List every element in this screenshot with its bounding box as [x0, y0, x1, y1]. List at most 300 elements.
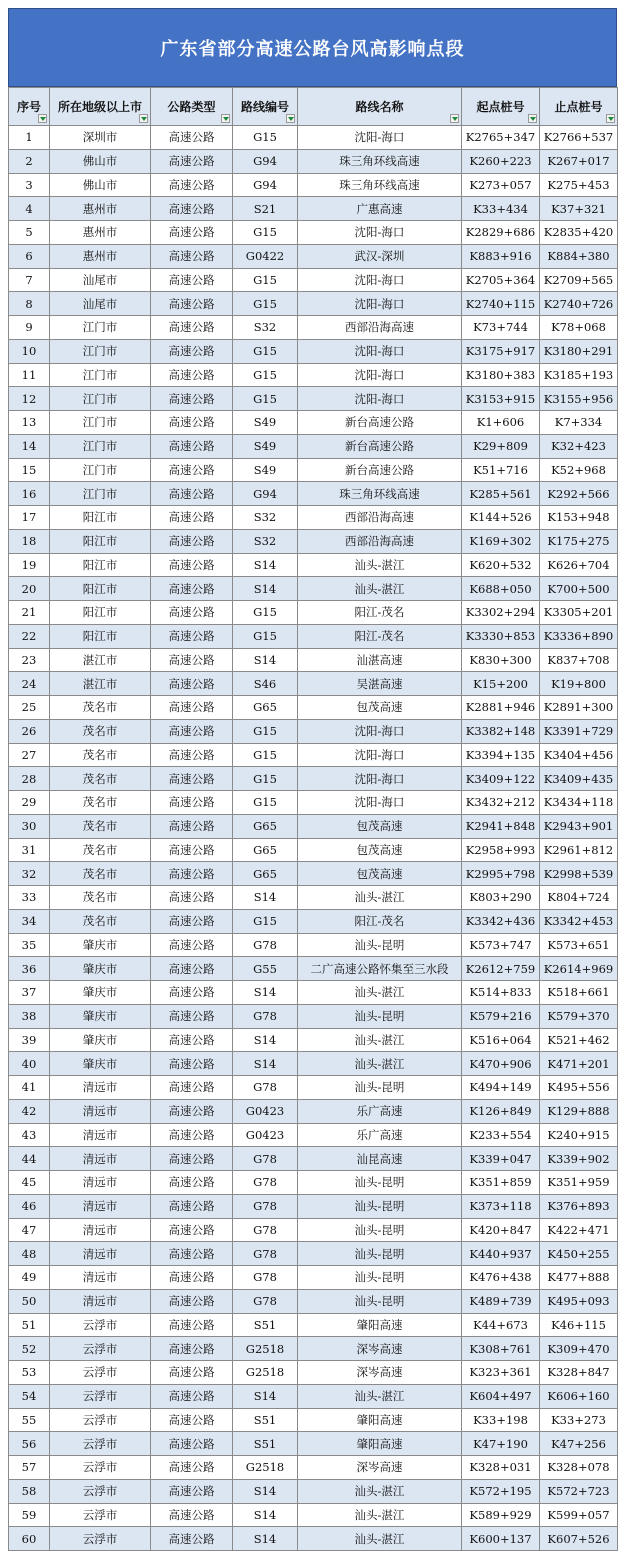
cell-end-stake[interactable]: K376+893: [540, 1194, 618, 1218]
cell-route-code[interactable]: S14: [233, 1028, 298, 1052]
cell-route-name[interactable]: 珠三角环线高速: [298, 482, 462, 506]
cell-city[interactable]: 阳江市: [50, 553, 151, 577]
cell-end-stake[interactable]: K267+017: [540, 149, 618, 173]
cell-route-name[interactable]: 阳江-茂名: [298, 909, 462, 933]
cell-index[interactable]: 40: [9, 1052, 50, 1076]
cell-route-name[interactable]: 汕头-湛江: [298, 553, 462, 577]
filter-dropdown-icon[interactable]: [38, 114, 47, 123]
cell-end-stake[interactable]: K837+708: [540, 648, 618, 672]
cell-city[interactable]: 惠州市: [50, 197, 151, 221]
cell-end-stake[interactable]: K47+256: [540, 1432, 618, 1456]
cell-index[interactable]: 18: [9, 529, 50, 553]
cell-index[interactable]: 42: [9, 1099, 50, 1123]
cell-index[interactable]: 53: [9, 1361, 50, 1385]
cell-index[interactable]: 32: [9, 862, 50, 886]
cell-route-code[interactable]: G15: [233, 909, 298, 933]
cell-end-stake[interactable]: K2766+537: [540, 126, 618, 150]
cell-route-name[interactable]: 汕头-湛江: [298, 577, 462, 601]
cell-route-code[interactable]: S32: [233, 529, 298, 553]
cell-end-stake[interactable]: K884+380: [540, 244, 618, 268]
cell-route-name[interactable]: 沈阳-海口: [298, 221, 462, 245]
cell-road-type[interactable]: 高速公路: [151, 268, 233, 292]
cell-start-stake[interactable]: K339+047: [462, 1147, 540, 1171]
cell-start-stake[interactable]: K285+561: [462, 482, 540, 506]
cell-city[interactable]: 湛江市: [50, 648, 151, 672]
cell-end-stake[interactable]: K804+724: [540, 886, 618, 910]
cell-route-code[interactable]: G94: [233, 149, 298, 173]
cell-start-stake[interactable]: K883+916: [462, 244, 540, 268]
cell-route-code[interactable]: G15: [233, 743, 298, 767]
cell-end-stake[interactable]: K292+566: [540, 482, 618, 506]
cell-end-stake[interactable]: K339+902: [540, 1147, 618, 1171]
cell-route-code[interactable]: G78: [233, 1076, 298, 1100]
cell-index[interactable]: 1: [9, 126, 50, 150]
cell-route-code[interactable]: S14: [233, 886, 298, 910]
cell-route-code[interactable]: S49: [233, 458, 298, 482]
cell-start-stake[interactable]: K29+809: [462, 434, 540, 458]
cell-route-name[interactable]: 汕头-湛江: [298, 1527, 462, 1551]
cell-route-code[interactable]: G65: [233, 814, 298, 838]
cell-route-name[interactable]: 汕头-昆明: [298, 933, 462, 957]
cell-city[interactable]: 清远市: [50, 1242, 151, 1266]
cell-index[interactable]: 57: [9, 1456, 50, 1480]
cell-start-stake[interactable]: K15+200: [462, 672, 540, 696]
cell-start-stake[interactable]: K2829+686: [462, 221, 540, 245]
cell-city[interactable]: 云浮市: [50, 1313, 151, 1337]
cell-index[interactable]: 41: [9, 1076, 50, 1100]
cell-route-code[interactable]: G65: [233, 838, 298, 862]
cell-route-name[interactable]: 汕头-湛江: [298, 1479, 462, 1503]
cell-start-stake[interactable]: K514+833: [462, 981, 540, 1005]
cell-start-stake[interactable]: K2958+993: [462, 838, 540, 862]
cell-end-stake[interactable]: K175+275: [540, 529, 618, 553]
cell-index[interactable]: 28: [9, 767, 50, 791]
cell-city[interactable]: 肇庆市: [50, 933, 151, 957]
cell-start-stake[interactable]: K51+716: [462, 458, 540, 482]
cell-road-type[interactable]: 高速公路: [151, 1266, 233, 1290]
cell-road-type[interactable]: 高速公路: [151, 1361, 233, 1385]
cell-road-type[interactable]: 高速公路: [151, 529, 233, 553]
cell-start-stake[interactable]: K373+118: [462, 1194, 540, 1218]
cell-road-type[interactable]: 高速公路: [151, 363, 233, 387]
cell-index[interactable]: 33: [9, 886, 50, 910]
cell-road-type[interactable]: 高速公路: [151, 1099, 233, 1123]
cell-city[interactable]: 云浮市: [50, 1456, 151, 1480]
cell-route-code[interactable]: G78: [233, 1218, 298, 1242]
cell-start-stake[interactable]: K1+606: [462, 411, 540, 435]
cell-route-name[interactable]: 吴湛高速: [298, 672, 462, 696]
cell-route-name[interactable]: 汕头-昆明: [298, 1242, 462, 1266]
cell-city[interactable]: 清远市: [50, 1099, 151, 1123]
cell-route-code[interactable]: G78: [233, 1289, 298, 1313]
cell-end-stake[interactable]: K52+968: [540, 458, 618, 482]
cell-road-type[interactable]: 高速公路: [151, 316, 233, 340]
cell-route-name[interactable]: 乐广高速: [298, 1099, 462, 1123]
cell-index[interactable]: 52: [9, 1337, 50, 1361]
cell-index[interactable]: 16: [9, 482, 50, 506]
cell-end-stake[interactable]: K3155+956: [540, 387, 618, 411]
cell-road-type[interactable]: 高速公路: [151, 1123, 233, 1147]
cell-route-name[interactable]: 汕头-湛江: [298, 1028, 462, 1052]
cell-end-stake[interactable]: K33+273: [540, 1408, 618, 1432]
cell-start-stake[interactable]: K516+064: [462, 1028, 540, 1052]
cell-route-code[interactable]: S21: [233, 197, 298, 221]
cell-route-code[interactable]: S51: [233, 1432, 298, 1456]
cell-route-name[interactable]: 包茂高速: [298, 838, 462, 862]
cell-route-code[interactable]: S32: [233, 506, 298, 530]
cell-route-code[interactable]: S14: [233, 1384, 298, 1408]
cell-end-stake[interactable]: K7+334: [540, 411, 618, 435]
cell-start-stake[interactable]: K573+747: [462, 933, 540, 957]
cell-index[interactable]: 34: [9, 909, 50, 933]
cell-end-stake[interactable]: K19+800: [540, 672, 618, 696]
cell-route-code[interactable]: S49: [233, 434, 298, 458]
cell-index[interactable]: 47: [9, 1218, 50, 1242]
cell-start-stake[interactable]: K33+434: [462, 197, 540, 221]
cell-end-stake[interactable]: K700+500: [540, 577, 618, 601]
cell-route-name[interactable]: 深岑高速: [298, 1337, 462, 1361]
cell-city[interactable]: 阳江市: [50, 624, 151, 648]
filter-dropdown-icon[interactable]: [528, 114, 537, 123]
cell-index[interactable]: 55: [9, 1408, 50, 1432]
cell-end-stake[interactable]: K422+471: [540, 1218, 618, 1242]
cell-end-stake[interactable]: K2998+539: [540, 862, 618, 886]
cell-road-type[interactable]: 高速公路: [151, 1289, 233, 1313]
cell-city[interactable]: 汕尾市: [50, 292, 151, 316]
cell-road-type[interactable]: 高速公路: [151, 1337, 233, 1361]
cell-route-code[interactable]: G78: [233, 933, 298, 957]
cell-city[interactable]: 佛山市: [50, 149, 151, 173]
cell-road-type[interactable]: 高速公路: [151, 838, 233, 862]
cell-route-name[interactable]: 汕头-湛江: [298, 886, 462, 910]
cell-route-name[interactable]: 肇阳高速: [298, 1408, 462, 1432]
cell-index[interactable]: 45: [9, 1171, 50, 1195]
cell-index[interactable]: 59: [9, 1503, 50, 1527]
cell-end-stake[interactable]: K2740+726: [540, 292, 618, 316]
cell-road-type[interactable]: 高速公路: [151, 434, 233, 458]
cell-start-stake[interactable]: K351+859: [462, 1171, 540, 1195]
cell-end-stake[interactable]: K495+093: [540, 1289, 618, 1313]
cell-route-code[interactable]: S14: [233, 1479, 298, 1503]
cell-city[interactable]: 茂名市: [50, 743, 151, 767]
cell-city[interactable]: 阳江市: [50, 529, 151, 553]
filter-dropdown-icon[interactable]: [606, 114, 615, 123]
cell-index[interactable]: 25: [9, 696, 50, 720]
cell-city[interactable]: 云浮市: [50, 1503, 151, 1527]
cell-route-name[interactable]: 沈阳-海口: [298, 743, 462, 767]
cell-start-stake[interactable]: K579+216: [462, 1004, 540, 1028]
cell-city[interactable]: 肇庆市: [50, 981, 151, 1005]
cell-city[interactable]: 云浮市: [50, 1337, 151, 1361]
cell-city[interactable]: 茂名市: [50, 909, 151, 933]
cell-index[interactable]: 8: [9, 292, 50, 316]
cell-route-name[interactable]: 珠三角环线高速: [298, 173, 462, 197]
cell-end-stake[interactable]: K3409+435: [540, 767, 618, 791]
cell-end-stake[interactable]: K2961+812: [540, 838, 618, 862]
cell-index[interactable]: 26: [9, 719, 50, 743]
cell-end-stake[interactable]: K607+526: [540, 1527, 618, 1551]
cell-city[interactable]: 清远市: [50, 1123, 151, 1147]
cell-city[interactable]: 茂名市: [50, 886, 151, 910]
cell-end-stake[interactable]: K32+423: [540, 434, 618, 458]
cell-city[interactable]: 阳江市: [50, 506, 151, 530]
cell-start-stake[interactable]: K2612+759: [462, 957, 540, 981]
cell-route-code[interactable]: G78: [233, 1171, 298, 1195]
cell-start-stake[interactable]: K3330+853: [462, 624, 540, 648]
cell-city[interactable]: 佛山市: [50, 173, 151, 197]
cell-start-stake[interactable]: K33+198: [462, 1408, 540, 1432]
cell-start-stake[interactable]: K47+190: [462, 1432, 540, 1456]
cell-end-stake[interactable]: K37+321: [540, 197, 618, 221]
cell-road-type[interactable]: 高速公路: [151, 1242, 233, 1266]
cell-end-stake[interactable]: K626+704: [540, 553, 618, 577]
cell-index[interactable]: 22: [9, 624, 50, 648]
cell-end-stake[interactable]: K46+115: [540, 1313, 618, 1337]
cell-route-code[interactable]: S14: [233, 981, 298, 1005]
cell-index[interactable]: 9: [9, 316, 50, 340]
cell-road-type[interactable]: 高速公路: [151, 411, 233, 435]
cell-city[interactable]: 深圳市: [50, 126, 151, 150]
cell-start-stake[interactable]: K3302+294: [462, 601, 540, 625]
cell-road-type[interactable]: 高速公路: [151, 221, 233, 245]
cell-route-code[interactable]: G78: [233, 1004, 298, 1028]
cell-start-stake[interactable]: K2881+946: [462, 696, 540, 720]
cell-start-stake[interactable]: K2941+848: [462, 814, 540, 838]
cell-index[interactable]: 6: [9, 244, 50, 268]
cell-start-stake[interactable]: K323+361: [462, 1361, 540, 1385]
cell-road-type[interactable]: 高速公路: [151, 506, 233, 530]
cell-route-code[interactable]: G15: [233, 292, 298, 316]
cell-route-code[interactable]: G65: [233, 696, 298, 720]
cell-end-stake[interactable]: K3404+456: [540, 743, 618, 767]
cell-road-type[interactable]: 高速公路: [151, 1408, 233, 1432]
cell-city[interactable]: 云浮市: [50, 1361, 151, 1385]
cell-start-stake[interactable]: K328+031: [462, 1456, 540, 1480]
cell-city[interactable]: 云浮市: [50, 1408, 151, 1432]
cell-start-stake[interactable]: K3153+915: [462, 387, 540, 411]
cell-start-stake[interactable]: K2765+347: [462, 126, 540, 150]
cell-index[interactable]: 38: [9, 1004, 50, 1028]
cell-index[interactable]: 39: [9, 1028, 50, 1052]
cell-city[interactable]: 惠州市: [50, 244, 151, 268]
cell-start-stake[interactable]: K2705+364: [462, 268, 540, 292]
cell-index[interactable]: 56: [9, 1432, 50, 1456]
cell-route-code[interactable]: S14: [233, 648, 298, 672]
cell-start-stake[interactable]: K572+195: [462, 1479, 540, 1503]
cell-route-name[interactable]: 沈阳-海口: [298, 387, 462, 411]
cell-route-code[interactable]: S32: [233, 316, 298, 340]
cell-index[interactable]: 37: [9, 981, 50, 1005]
cell-road-type[interactable]: 高速公路: [151, 1052, 233, 1076]
cell-route-name[interactable]: 沈阳-海口: [298, 363, 462, 387]
cell-end-stake[interactable]: K450+255: [540, 1242, 618, 1266]
cell-city[interactable]: 茂名市: [50, 791, 151, 815]
filter-dropdown-icon[interactable]: [286, 114, 295, 123]
cell-start-stake[interactable]: K3432+212: [462, 791, 540, 815]
cell-end-stake[interactable]: K3342+453: [540, 909, 618, 933]
cell-route-name[interactable]: 广惠高速: [298, 197, 462, 221]
cell-index[interactable]: 3: [9, 173, 50, 197]
cell-road-type[interactable]: 高速公路: [151, 886, 233, 910]
cell-route-name[interactable]: 沈阳-海口: [298, 339, 462, 363]
cell-city[interactable]: 汕尾市: [50, 268, 151, 292]
cell-road-type[interactable]: 高速公路: [151, 648, 233, 672]
cell-road-type[interactable]: 高速公路: [151, 743, 233, 767]
cell-start-stake[interactable]: K126+849: [462, 1099, 540, 1123]
cell-end-stake[interactable]: K2943+901: [540, 814, 618, 838]
cell-start-stake[interactable]: K3342+436: [462, 909, 540, 933]
cell-route-code[interactable]: G15: [233, 126, 298, 150]
cell-start-stake[interactable]: K144+526: [462, 506, 540, 530]
cell-index[interactable]: 43: [9, 1123, 50, 1147]
filter-dropdown-icon[interactable]: [450, 114, 459, 123]
cell-start-stake[interactable]: K3394+135: [462, 743, 540, 767]
cell-end-stake[interactable]: K328+847: [540, 1361, 618, 1385]
cell-route-code[interactable]: G15: [233, 601, 298, 625]
cell-city[interactable]: 江门市: [50, 316, 151, 340]
cell-road-type[interactable]: 高速公路: [151, 1004, 233, 1028]
cell-route-name[interactable]: 乐广高速: [298, 1123, 462, 1147]
cell-route-code[interactable]: S46: [233, 672, 298, 696]
cell-start-stake[interactable]: K589+929: [462, 1503, 540, 1527]
cell-city[interactable]: 阳江市: [50, 577, 151, 601]
cell-route-name[interactable]: 深岑高速: [298, 1456, 462, 1480]
cell-city[interactable]: 清远市: [50, 1147, 151, 1171]
cell-route-name[interactable]: 汕头-昆明: [298, 1266, 462, 1290]
cell-road-type[interactable]: 高速公路: [151, 1076, 233, 1100]
cell-city[interactable]: 云浮市: [50, 1384, 151, 1408]
cell-start-stake[interactable]: K620+532: [462, 553, 540, 577]
cell-end-stake[interactable]: K495+556: [540, 1076, 618, 1100]
cell-start-stake[interactable]: K3409+122: [462, 767, 540, 791]
cell-start-stake[interactable]: K600+137: [462, 1527, 540, 1551]
cell-route-name[interactable]: 深岑高速: [298, 1361, 462, 1385]
cell-road-type[interactable]: 高速公路: [151, 1194, 233, 1218]
cell-road-type[interactable]: 高速公路: [151, 719, 233, 743]
cell-end-stake[interactable]: K573+651: [540, 933, 618, 957]
cell-route-code[interactable]: G15: [233, 624, 298, 648]
cell-city[interactable]: 江门市: [50, 434, 151, 458]
cell-road-type[interactable]: 高速公路: [151, 862, 233, 886]
cell-end-stake[interactable]: K2835+420: [540, 221, 618, 245]
cell-start-stake[interactable]: K688+050: [462, 577, 540, 601]
cell-end-stake[interactable]: K518+661: [540, 981, 618, 1005]
cell-start-stake[interactable]: K308+761: [462, 1337, 540, 1361]
cell-city[interactable]: 江门市: [50, 339, 151, 363]
cell-index[interactable]: 46: [9, 1194, 50, 1218]
filter-dropdown-icon[interactable]: [221, 114, 230, 123]
cell-city[interactable]: 清远市: [50, 1289, 151, 1313]
cell-end-stake[interactable]: K78+068: [540, 316, 618, 340]
cell-start-stake[interactable]: K440+937: [462, 1242, 540, 1266]
cell-index[interactable]: 24: [9, 672, 50, 696]
cell-start-stake[interactable]: K803+290: [462, 886, 540, 910]
cell-end-stake[interactable]: K2614+969: [540, 957, 618, 981]
cell-start-stake[interactable]: K44+673: [462, 1313, 540, 1337]
cell-route-code[interactable]: G2518: [233, 1337, 298, 1361]
cell-route-name[interactable]: 汕头-昆明: [298, 1289, 462, 1313]
cell-end-stake[interactable]: K521+462: [540, 1028, 618, 1052]
cell-city[interactable]: 肇庆市: [50, 957, 151, 981]
cell-index[interactable]: 19: [9, 553, 50, 577]
cell-route-name[interactable]: 包茂高速: [298, 696, 462, 720]
cell-route-code[interactable]: G15: [233, 339, 298, 363]
cell-route-name[interactable]: 阳江-茂名: [298, 624, 462, 648]
cell-start-stake[interactable]: K494+149: [462, 1076, 540, 1100]
cell-route-code[interactable]: S14: [233, 553, 298, 577]
cell-road-type[interactable]: 高速公路: [151, 981, 233, 1005]
cell-route-code[interactable]: G2518: [233, 1361, 298, 1385]
cell-index[interactable]: 14: [9, 434, 50, 458]
cell-road-type[interactable]: 高速公路: [151, 149, 233, 173]
cell-index[interactable]: 60: [9, 1527, 50, 1551]
cell-route-name[interactable]: 肇阳高速: [298, 1313, 462, 1337]
cell-city[interactable]: 江门市: [50, 411, 151, 435]
cell-end-stake[interactable]: K351+959: [540, 1171, 618, 1195]
cell-index[interactable]: 50: [9, 1289, 50, 1313]
cell-road-type[interactable]: 高速公路: [151, 767, 233, 791]
cell-road-type[interactable]: 高速公路: [151, 1171, 233, 1195]
cell-route-code[interactable]: G78: [233, 1242, 298, 1266]
cell-route-name[interactable]: 沈阳-海口: [298, 791, 462, 815]
cell-road-type[interactable]: 高速公路: [151, 1028, 233, 1052]
cell-route-code[interactable]: S14: [233, 1052, 298, 1076]
cell-index[interactable]: 5: [9, 221, 50, 245]
cell-index[interactable]: 4: [9, 197, 50, 221]
cell-route-name[interactable]: 沈阳-海口: [298, 268, 462, 292]
cell-index[interactable]: 48: [9, 1242, 50, 1266]
cell-end-stake[interactable]: K275+453: [540, 173, 618, 197]
cell-end-stake[interactable]: K2709+565: [540, 268, 618, 292]
cell-route-code[interactable]: S14: [233, 1527, 298, 1551]
cell-route-name[interactable]: 珠三角环线高速: [298, 149, 462, 173]
cell-road-type[interactable]: 高速公路: [151, 126, 233, 150]
cell-road-type[interactable]: 高速公路: [151, 624, 233, 648]
cell-route-name[interactable]: 新台高速公路: [298, 458, 462, 482]
cell-road-type[interactable]: 高速公路: [151, 672, 233, 696]
cell-start-stake[interactable]: K273+057: [462, 173, 540, 197]
cell-index[interactable]: 58: [9, 1479, 50, 1503]
cell-route-code[interactable]: G0423: [233, 1099, 298, 1123]
cell-index[interactable]: 15: [9, 458, 50, 482]
cell-route-code[interactable]: G65: [233, 862, 298, 886]
cell-route-name[interactable]: 汕头-湛江: [298, 1503, 462, 1527]
cell-city[interactable]: 肇庆市: [50, 1004, 151, 1028]
cell-road-type[interactable]: 高速公路: [151, 1527, 233, 1551]
cell-route-code[interactable]: G94: [233, 482, 298, 506]
cell-end-stake[interactable]: K579+370: [540, 1004, 618, 1028]
cell-road-type[interactable]: 高速公路: [151, 553, 233, 577]
cell-start-stake[interactable]: K420+847: [462, 1218, 540, 1242]
cell-start-stake[interactable]: K830+300: [462, 648, 540, 672]
cell-end-stake[interactable]: K240+915: [540, 1123, 618, 1147]
cell-route-name[interactable]: 二广高速公路怀集至三水段: [298, 957, 462, 981]
cell-city[interactable]: 云浮市: [50, 1479, 151, 1503]
cell-route-name[interactable]: 汕湛高速: [298, 648, 462, 672]
cell-road-type[interactable]: 高速公路: [151, 1147, 233, 1171]
cell-end-stake[interactable]: K599+057: [540, 1503, 618, 1527]
cell-route-name[interactable]: 沈阳-海口: [298, 126, 462, 150]
cell-route-code[interactable]: S51: [233, 1313, 298, 1337]
cell-route-code[interactable]: G15: [233, 387, 298, 411]
cell-route-code[interactable]: G15: [233, 719, 298, 743]
cell-road-type[interactable]: 高速公路: [151, 814, 233, 838]
cell-index[interactable]: 51: [9, 1313, 50, 1337]
cell-index[interactable]: 23: [9, 648, 50, 672]
cell-route-code[interactable]: G15: [233, 268, 298, 292]
cell-route-code[interactable]: G15: [233, 791, 298, 815]
cell-end-stake[interactable]: K3180+291: [540, 339, 618, 363]
